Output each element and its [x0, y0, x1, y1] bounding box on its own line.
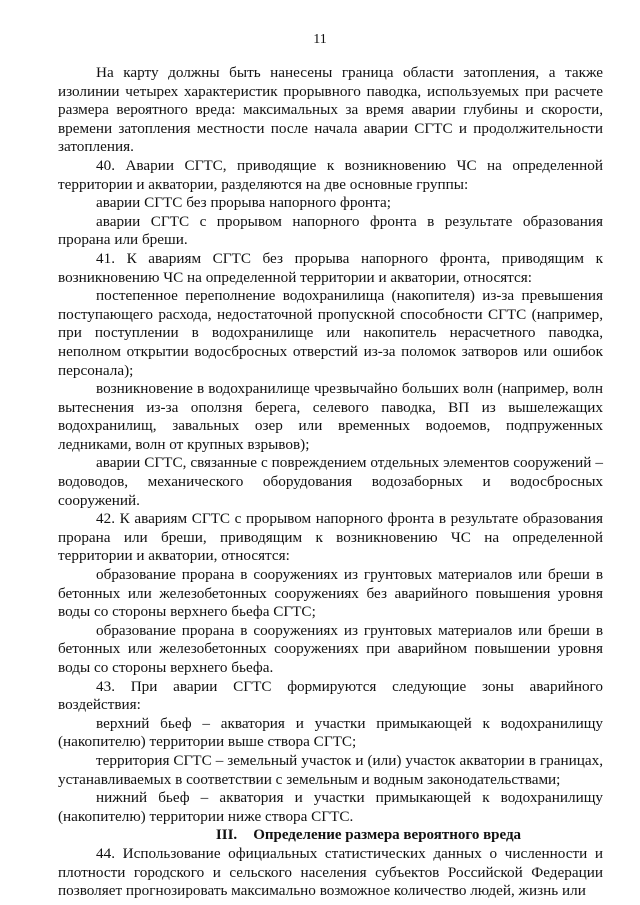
document-body [58, 64, 603, 901]
paragraph-43: 43. При аварии СГТС формируются следующие зоны аварийного воздействия: [58, 677, 603, 714]
list-item: верхний бьеф – акватория и участки примыкающей к водохранилищу (накопителю) территории выше створа СГТС; [58, 714, 603, 751]
list-item: аварии СГТС с прорывом напорного фронта в результате образования прорана или бреши. [58, 212, 603, 249]
section-title: Определение размера вероятного вреда [253, 827, 522, 844]
list-item: возникновение в водохранилище чрезвычайно больших волн (например, волн вытеснения из-за оползня берега, селевого паводка, ВП из вышележащих водохранилищ, завальных озер или временных водоемов, подпруженных ледниками, волн от крупных взрывов); [58, 380, 603, 453]
list-item: постепенное переполнение водохранилища (накопителя) из-за превышения поступающего расхода, недостаточной пропускной способности СГТС (например, при поступлении в водохранилище или накопитель нерасчетного паводка, неполном открытии водосбросных отверстий из-за поломок затворов или ошибок персонала); [58, 287, 603, 379]
list-item: образование прорана в сооружениях из грунтовых материалов или бреши в бетонных или железобетонных сооружениях без аварийного повышения уровня воды со стороны верхнего бьефа СГТС; [58, 566, 603, 621]
section-number: III. [215, 827, 238, 844]
paragraph-42: 42. К авариям СГТС с прорывом напорного фронта в результате образования прорана или бреши, приводящим к возникновению ЧС на определенной территории и акватории, относятся: [58, 510, 603, 565]
paragraph-40: 40. Аварии СГТС, приводящие к возникновению ЧС на определенной территории и акватории, разделяются на две основные группы: [58, 156, 603, 193]
paragraph-41: 41. К авариям СГТС без прорыва напорного фронта, приводящим к возникновению ЧС на определенной территории и акватории, относятся: [58, 249, 603, 286]
paragraph-flood-map: На карту должны быть нанесены граница области затопления, а также изолинии четырех характеристик прорывного паводка, используемых при расчете размера вероятного вреда: максимальных за время аварии глубины и скорости, времени затопления местности после начала аварии СГТС и продолжительности затопления. [58, 64, 603, 156]
list-item: аварии СГТС, связанные с повреждением отдельных элементов сооружений – водоводов, механического оборудования водозаборных и водосбросных сооружений. [58, 454, 603, 509]
section-heading [58, 826, 603, 845]
list-item: аварии СГТС без прорыва напорного фронта; [96, 194, 391, 212]
list-item: нижний бьеф – акватория и участки примыкающей к водохранилищу (накопителю) территории ниже створа СГТС. [58, 789, 603, 825]
paragraph-44: 44. Использование официальных статистических данных о численности и плотности городского и сельского населения субъектов Российской Федерации позволяет прогнозировать максимально возможное количество людей, жизнь или [58, 844, 603, 900]
page-number: 11 [313, 32, 327, 47]
list-item: образование прорана в сооружениях из грунтовых материалов или бреши в бетонных или железобетонных сооружениях при аварийном повышении уровня воды со стороны верхнего бьефа. [58, 621, 603, 676]
list-item: территория СГТС – земельный участок и (или) участок акватории в границах, устанавливаемых в соответствии с земельным и водным законодательствами; [58, 751, 603, 788]
